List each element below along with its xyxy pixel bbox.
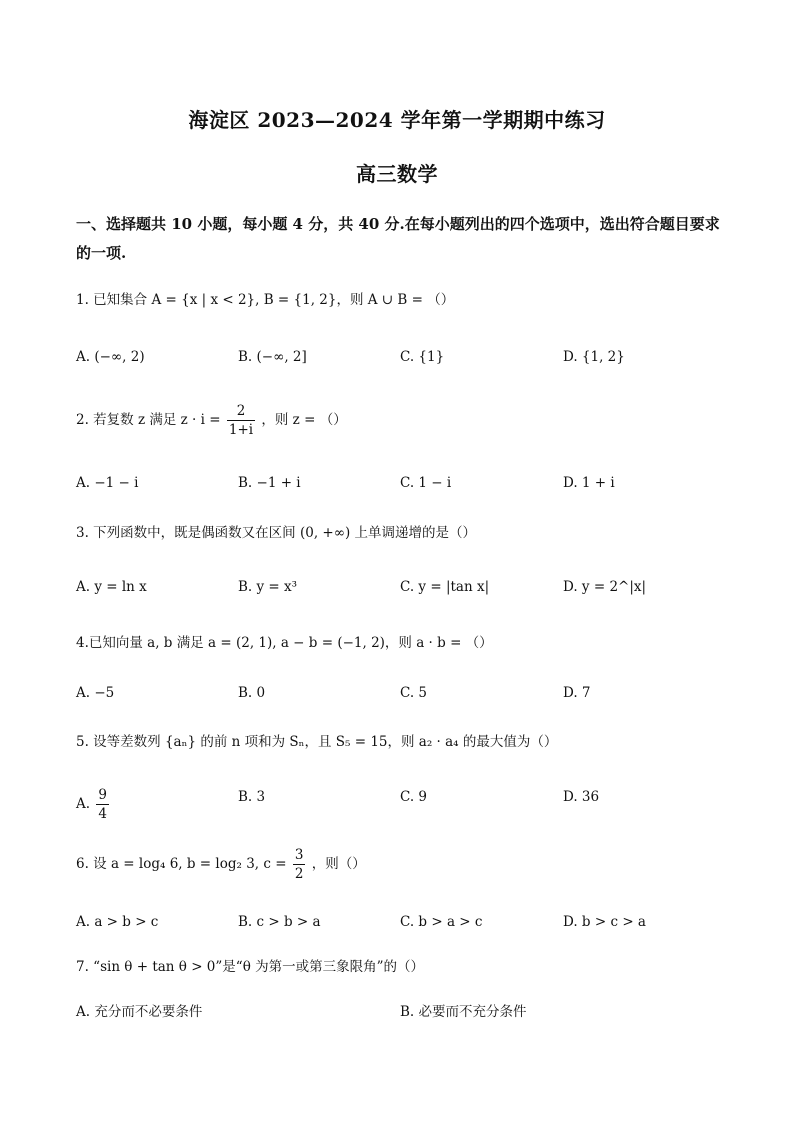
option-d: D. y = 2^|x| [563, 579, 647, 595]
section-instructions: 一、选择题共 10 小题，每小题 4 分，共 40 分.在每小题列出的四个选项中，选出符合题目要求的一项. [76, 215, 720, 262]
option-a: A. a > b > c [76, 914, 159, 930]
option-a [76, 786, 111, 823]
option-d: D. 7 [563, 685, 591, 701]
fraction [96, 786, 109, 823]
question-6-stem [76, 846, 726, 883]
option-b: B. −1 + i [238, 475, 301, 491]
stem-text-end: ，则 z = （） [261, 412, 347, 428]
option-c: C. 1 − i [400, 475, 452, 491]
question-7-stem: 7. “sin θ + tan θ > 0”是“θ 为第一或第三象限角”的（） [76, 959, 425, 975]
question-4-stem: 4.已知向量 a, b 满足 a = (2, 1), a − b = (−1, 2)，则 a · b = （） [76, 635, 493, 651]
fraction-denominator: 4 [98, 806, 107, 822]
fraction-numerator: 2 [227, 402, 255, 421]
option-label: A. [76, 796, 91, 812]
stem-text-end: ，则（） [311, 856, 366, 872]
option-a: A. 充分而不必要条件 [76, 1004, 203, 1020]
option-a: A. −5 [76, 685, 115, 701]
option-b: B. (−∞, 2] [238, 349, 307, 365]
page-title: 海淀区 2023—2024 学年第一学期期中练习 [188, 108, 606, 132]
fraction [227, 402, 255, 439]
question-5-stem: 5. 设等差数列 {aₙ} 的前 n 项和为 Sₙ，且 S₅ = 15，则 a₂ · a₄ 的最大值为（） [76, 734, 558, 750]
option-b: B. 3 [238, 789, 266, 805]
fraction [293, 846, 306, 883]
option-d: D. {1, 2} [563, 349, 625, 365]
question-2-stem [76, 402, 726, 439]
fraction-denominator: 2 [294, 866, 304, 882]
option-c: C. 5 [400, 685, 428, 701]
option-b: B. c > b > a [238, 914, 321, 930]
option-c: C. b > a > c [400, 914, 483, 930]
option-a: A. (−∞, 2) [76, 349, 145, 365]
option-b: B. 必要而不充分条件 [400, 1004, 527, 1020]
option-a: A. −1 − i [76, 475, 139, 491]
option-a: A. y = ln x [76, 579, 147, 595]
option-d: D. b > c > a [563, 914, 646, 930]
fraction-numerator: 3 [294, 847, 304, 863]
option-c: C. {1} [400, 349, 445, 365]
stem-text: 2. 若复数 z 满足 z · i = [76, 412, 221, 428]
question-3-stem: 3. 下列函数中，既是偶函数又在区间 (0, +∞) 上单调递增的是（） [76, 525, 477, 541]
page-subtitle: 高三数学 [356, 162, 438, 186]
fraction-numerator: 9 [98, 787, 107, 803]
stem-text: 6. 设 a = log₄ 6, b = log₂ 3, c = [76, 856, 287, 872]
question-1-stem: 1. 已知集合 A = {x | x < 2}, B = {1, 2}，则 A ∪ B = （） [76, 292, 455, 308]
fraction-denominator: 1+i [228, 422, 254, 438]
option-b: B. y = x³ [238, 579, 298, 595]
option-c: C. y = |tan x| [400, 579, 490, 595]
option-b: B. 0 [238, 685, 266, 701]
option-c: C. 9 [400, 789, 428, 805]
option-d: D. 36 [563, 789, 600, 805]
option-d: D. 1 + i [563, 475, 615, 491]
